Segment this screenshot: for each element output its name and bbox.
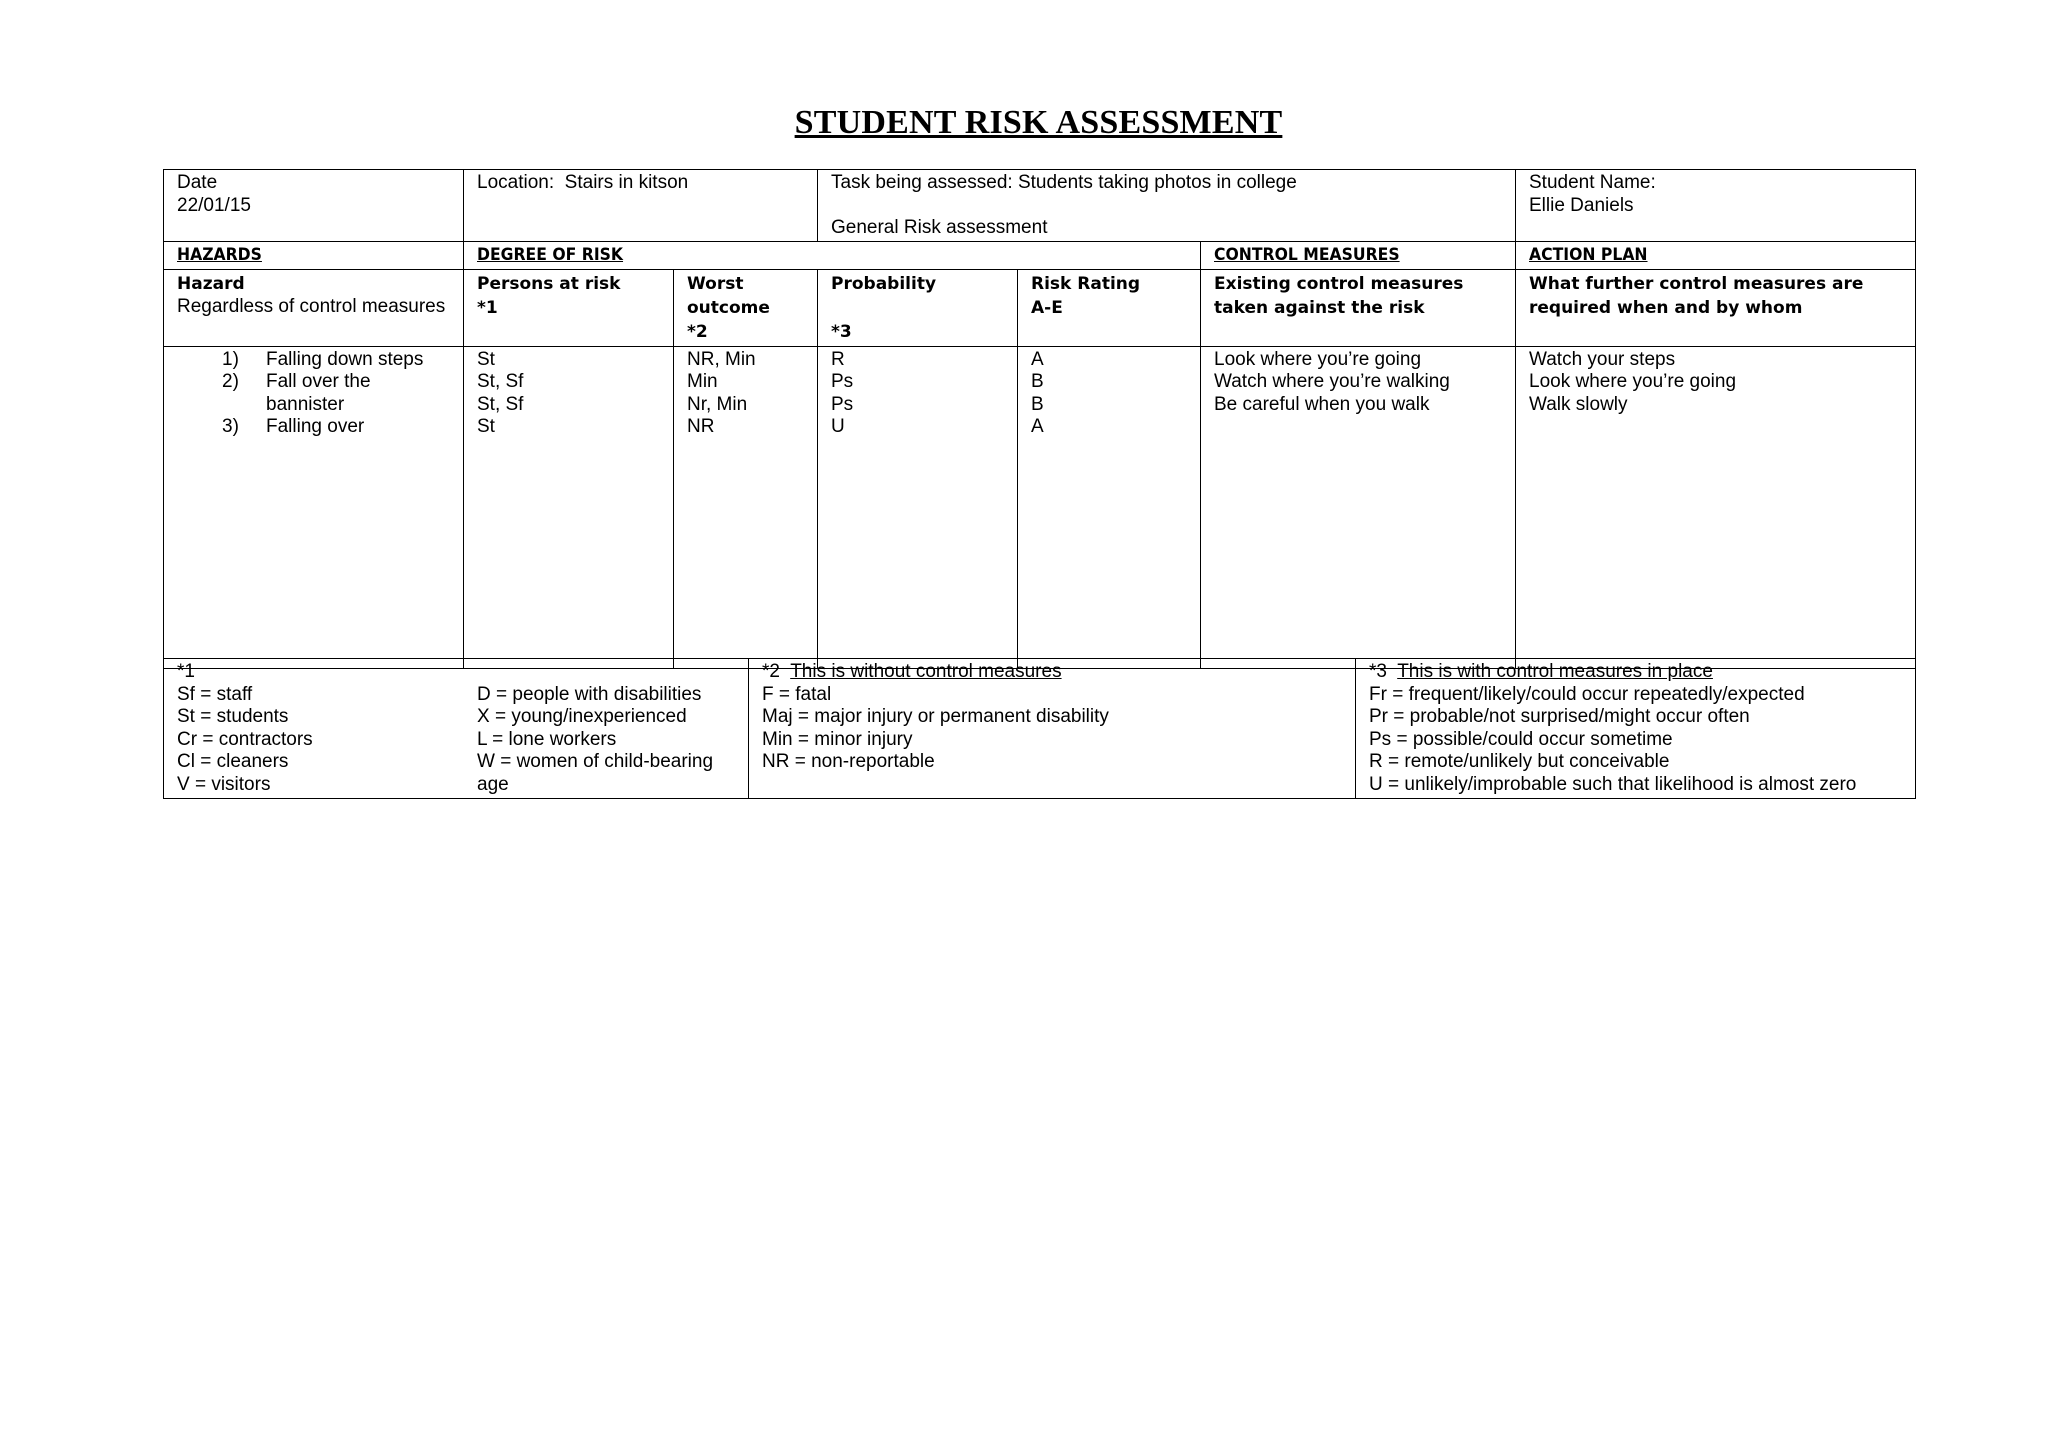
- risk-assessment-table: [163, 169, 1916, 669]
- date-label: Date: [177, 172, 218, 193]
- header-info-row: [164, 170, 1916, 242]
- persons-cell: St St, Sf St, Sf St: [464, 346, 674, 668]
- list-item: 1) Falling down steps: [222, 348, 424, 370]
- col-rating: Risk Rating A-E: [1018, 269, 1201, 346]
- worst-cell: NR, Min Min Nr, Min NR: [674, 346, 818, 668]
- col-persons: Persons at risk *1: [464, 269, 674, 346]
- task-text: Task being assessed: Students taking photos in college: [831, 172, 1297, 193]
- legend-persons: *1 Sf = staff St = students Cr = contractors Cl = cleaners V = visitors D = people with disabilities X = young/inexperienced L = lone workers W = women of child-bearing age: [164, 659, 749, 799]
- section-hazards: HAZARDS: [164, 242, 464, 270]
- rating-cell: A B B A: [1018, 346, 1201, 668]
- further-cell: Watch your steps Look where you’re going Walk slowly: [1516, 346, 1916, 668]
- column-header-row: [164, 269, 1916, 346]
- student-label: Student Name:: [1529, 172, 1656, 193]
- col-probability: Probability *3: [818, 269, 1018, 346]
- location-text: Location: Stairs in kitson: [477, 172, 689, 193]
- date-value: 22/01/15: [177, 194, 251, 216]
- legend-probability: *3 This is with control measures in place Fr = frequent/likely/could occur repeatedly/expected Pr = probable/not surprised/might occur often Ps = possible/could occur sometime R = remote/unlikely but conceivable U = unlikely/improbable such that likelihood is almost zero: [1356, 659, 1916, 799]
- location-cell: [464, 170, 818, 242]
- section-control: CONTROL MEASURES: [1201, 242, 1516, 270]
- col-worst: Worst outcome *2: [674, 269, 818, 346]
- section-action: ACTION PLAN: [1516, 242, 1916, 270]
- col-further: What further control measures are required when and by whom: [1516, 269, 1916, 346]
- hazards-cell: [164, 346, 464, 668]
- list-item: 3) Falling over: [222, 416, 365, 437]
- data-row: [164, 346, 1916, 668]
- student-cell: [1516, 170, 1916, 242]
- legend-table: [163, 658, 1916, 799]
- section-row: [164, 242, 1916, 270]
- section-degree: DEGREE OF RISK: [464, 242, 1201, 270]
- task-type: General Risk assessment: [831, 216, 1048, 238]
- col-hazard: Hazard Regardless of control measures: [164, 269, 464, 346]
- page-title: STUDENT RISK ASSESSMENT: [794, 104, 1283, 141]
- col-existing: Existing control measures taken against the risk: [1201, 269, 1516, 346]
- student-name: Ellie Daniels: [1529, 194, 1634, 216]
- legend-outcome: *2 This is without control measures F = fatal Maj = major injury or permanent disability Min = minor injury NR = non-reportable: [749, 659, 1356, 799]
- existing-cell: Look where you’re going Watch where you’re walking Be careful when you walk: [1201, 346, 1516, 668]
- list-item: 2) Fall over the bannister: [222, 371, 371, 415]
- date-cell: [164, 170, 464, 242]
- probability-cell: R Ps Ps U: [818, 346, 1018, 668]
- task-cell: [818, 170, 1516, 242]
